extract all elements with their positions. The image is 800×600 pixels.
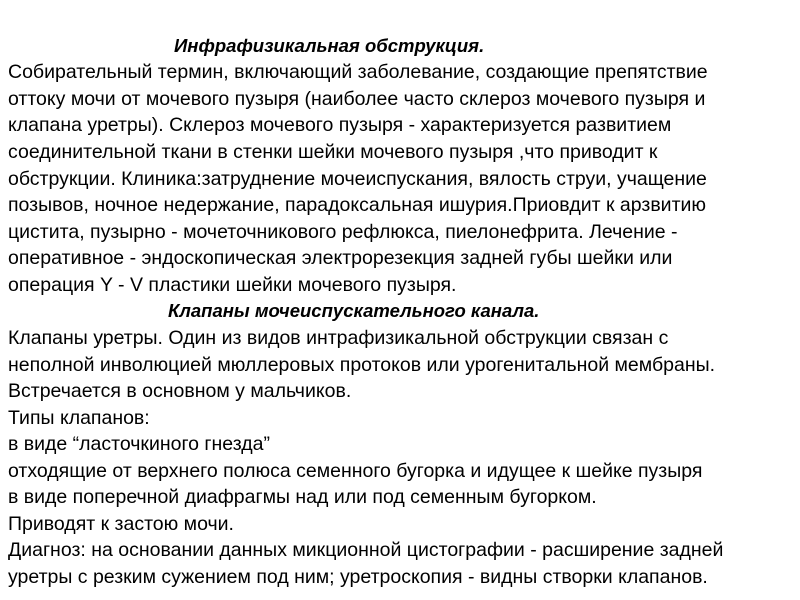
paragraph-line: Клапаны уретры. Один из видов интрафизикальной обструкции связан с <box>8 327 669 349</box>
paragraph-line: цистита, пузырно - мочеточникового рефлюкса, пиелонефрита. Лечение - <box>8 221 678 243</box>
paragraph-line: Диагноз: на основании данных микционной цистографии - расширение задней <box>8 539 724 561</box>
paragraph-line: соединительной ткани в стенки шейки мочевого пузыря ,что приводит к <box>8 141 658 163</box>
paragraph-line: позывов, ночное недержание, парадоксальная ишурия.Приовдит к арзвитию <box>8 194 707 216</box>
list-item: в виде поперечной диафрагмы над или под семенным бугорком. <box>8 486 597 508</box>
paragraph-line: Встречается в основном у мальчиков. <box>8 380 352 402</box>
paragraph-line: уретры с резким сужением под ним; уретроскопия - видны створки клапанов. <box>8 566 708 588</box>
paragraph-line: неполной инволюцией мюллеровых протоков или урогенитальной мембраны. <box>8 354 716 376</box>
paragraph-line: операция Y - V пластики шейки мочевого пузыря. <box>8 274 457 296</box>
paragraph-line: оперативное - эндоскопическая электрорезекция задней губы шейки или <box>8 247 673 269</box>
list-item: отходящие от верхнего полюса семенного бугорка и идущее к шейке пузыря <box>8 460 703 482</box>
list-item: в виде “ласточкиного гнезда” <box>8 433 270 455</box>
paragraph-line: Типы клапанов: <box>8 407 150 429</box>
paragraph-line: Собирательный термин, включающий заболевание, создающие препятствие <box>8 61 708 83</box>
section-heading-urethral-valves: Клапаны мочеиспускательного канала. <box>168 300 540 321</box>
paragraph-line: оттоку мочи от мочевого пузыря (наиболее часто склероз мочевого пузыря и <box>8 88 706 110</box>
section-heading-infravesical-obstruction: Инфрафизикальная обструкция. <box>174 35 485 56</box>
paragraph-line: клапана уретры). Склероз мочевого пузыря - характеризуется развитием <box>8 114 672 136</box>
paragraph-line: обструкции. Клиника:затруднение мочеиспускания, вялость струи, учащение <box>8 168 707 190</box>
paragraph-line: Приводят к застою мочи. <box>8 513 234 535</box>
